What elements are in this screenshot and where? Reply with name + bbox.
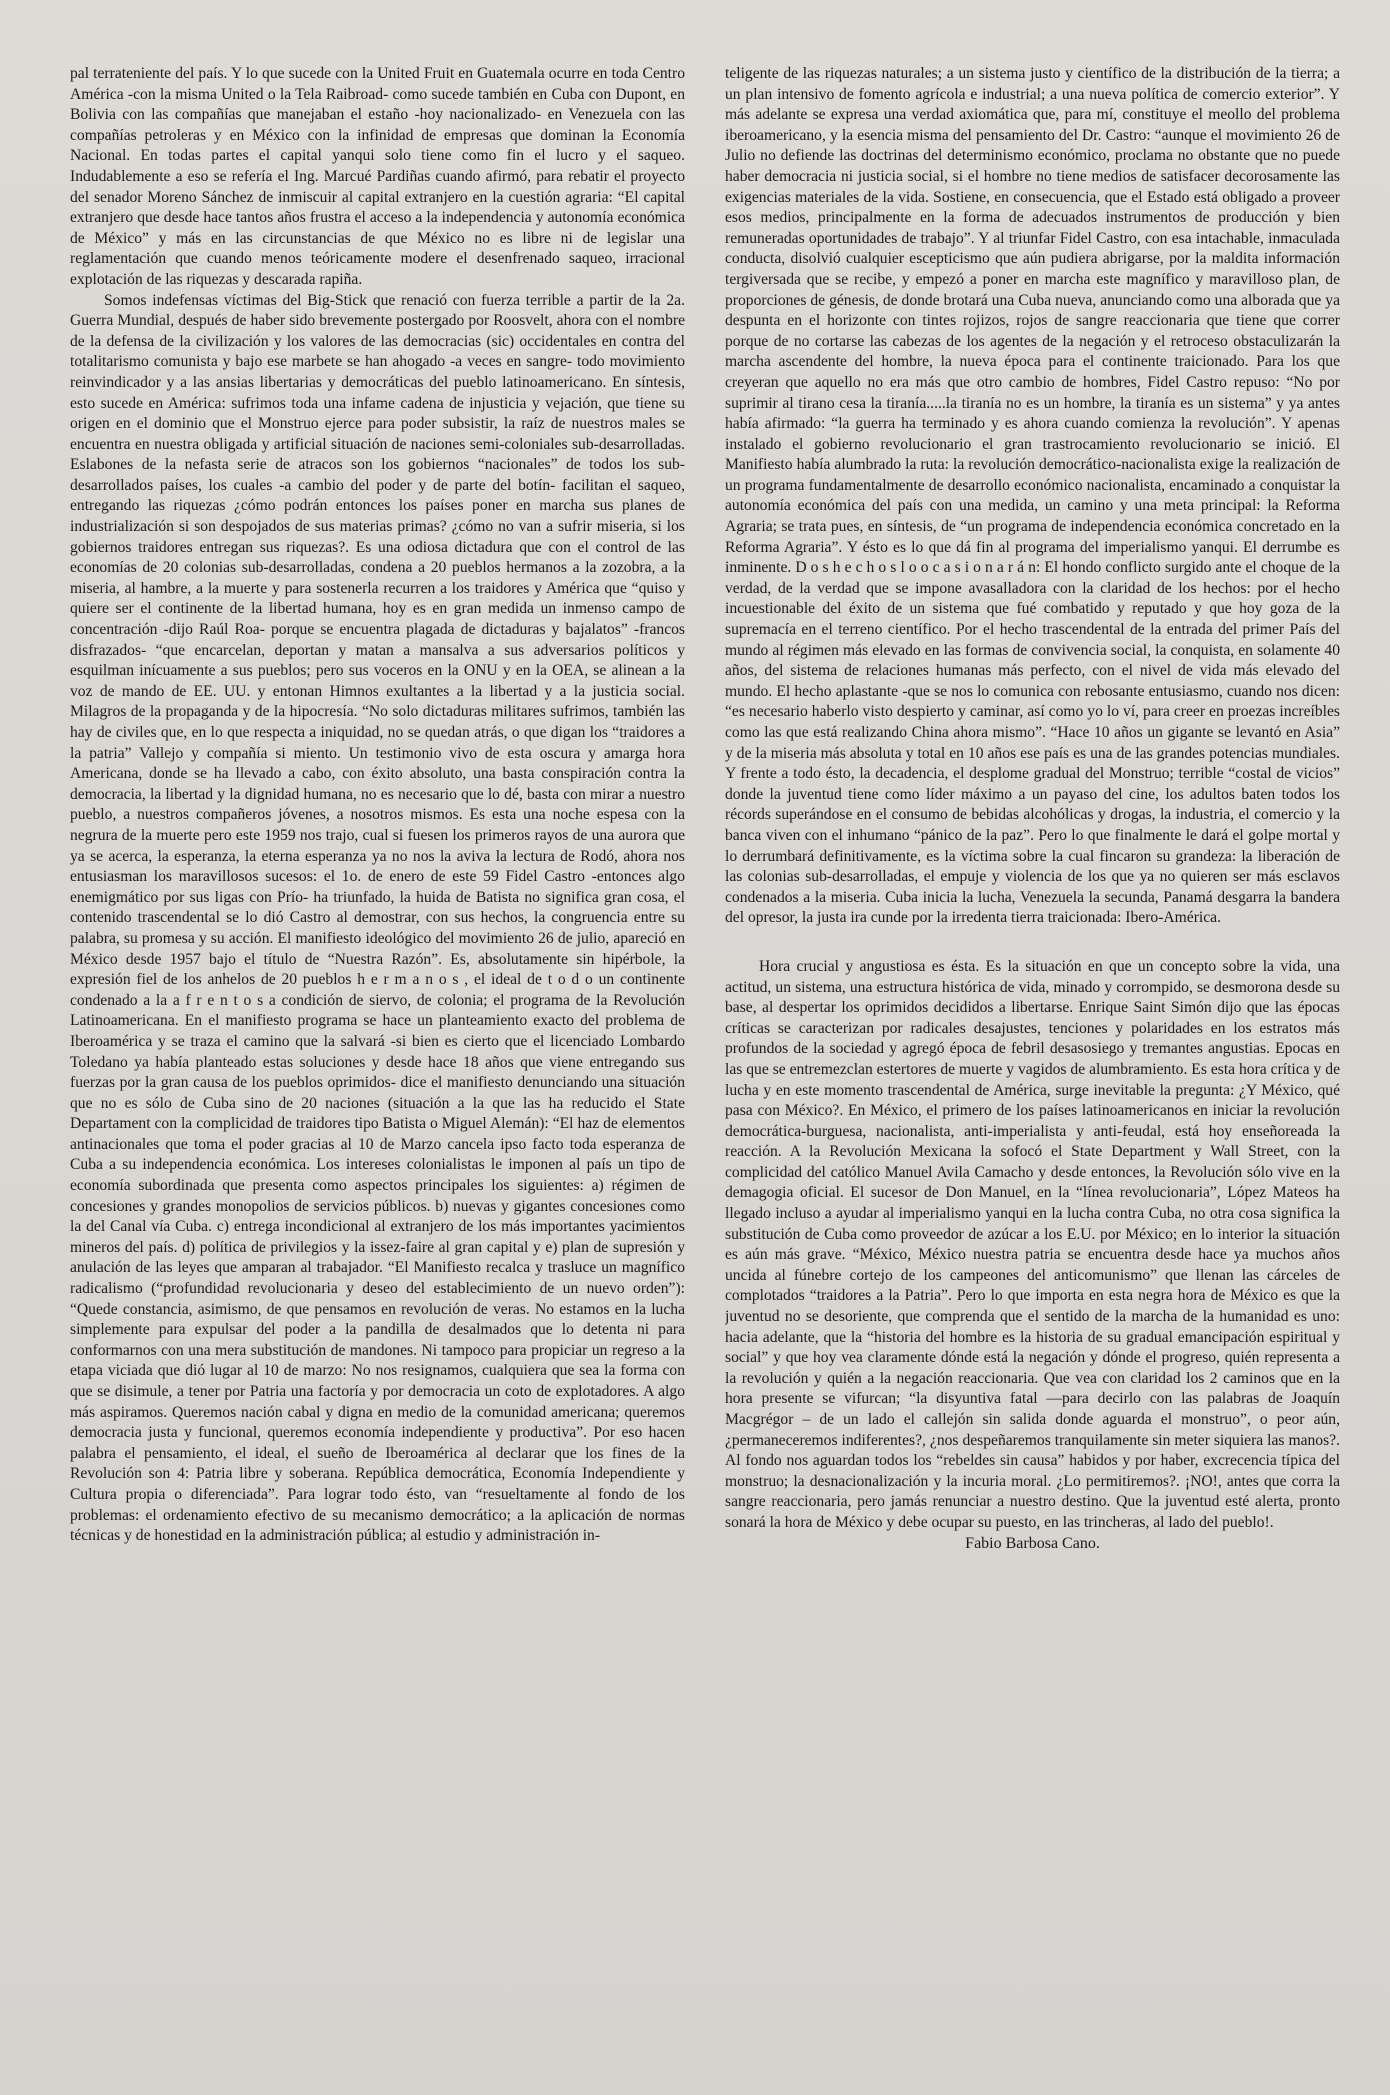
text-columns xyxy=(70,64,1340,2014)
paragraph: Somos indefensas víctimas del Big-Stick que renació con fuerza terrible a partir de la 2a. Guerra Mundial, después de haber sido brevemente postergado por Roosvelt, ahora con el nombre de la defensa de la civilización y los valores de las democracias (sic) occidentales en contra del totalitarismo comunista y bajo ese marbete se han ahogado -a veces en sangre- todo movimiento reinvindicador y a las ansias libertarias y democráticas del pueblo latinoamericano. En síntesis, esto sucede en América: sufrimos toda una infame cadena de injusticia y vejación, que tiene su origen en el dominio que el Monstruo ejerce para poder subsistir, la raíz de nuestros males se encuentra en nuestra obligada y artificial situación de naciones semi-coloniales sub-desarrolladas. Eslabones de la nefasta serie de atracos son los gobiernos “nacionales” de todos los sub-desarrollados países, los cuales -a cambio del poder y de parte del botín- facilitan el saqueo, entregando las riquezas ¿cómo podrán entonces los países poner en marcha sus planes de industrialización si son despojados de sus materias primas? ¿cómo no van a sufrir miseria, si los gobiernos traidores entregan sus riquezas?. Es una odiosa dictadura que con el control de las economías de 20 colonias sub-desarrolladas, condena a 20 pueblos hermanos a la zozobra, a la miseria, al hambre, a la muerte y para sostenerla recurren a los traidores y América que “quiso y quiere ser el continente de la libertad humana, hoy es en gran medida un inmenso campo de concentración -dijo Raúl Roa- porque se encuentra plagada de dictaduras y bajalatos” -francos disfrazados- “que encarcelan, deportan y matan a mansalva a sus adversarios políticos y esquilman inícuamente a sus pueblos; pero sus voceros en la ONU y en la OEA, se alinean a la voz de mando de EE. UU. y entonan Himnos exultantes a la libertad y a la justicia social. Milagros de la propaganda y de la hipocresía. “No solo dictaduras militares sufrimos, también las hay de civiles que, en lo que respecta a iniquidad, no se quedan atrás, o que digan los “traidores a la patria” Vallejo y compañía si miento. Un testimonio vivo de esta oscura y amarga hora Americana, donde se ha llevado a cabo, con éxito absoluto, una basta conspiración contra la democracia, la libertad y la dignidad humana, no es necesario que lo dé, basta con mirar a nuestro pueblo, a nuestros compañeros jóvenes, a nosotros mismos. Es esta una noche espesa con la negrura de la muerte pero este 1959 nos trajo, cual si fuesen los primeros rayos de una aurora que ya se acerca, la esperanza, la eterna esperanza ya no nos la aviva la lectura de Rodó, ahora nos entusiasman los maravillosos sucesos: el 1o. de enero de este 59 Fidel Castro -entonces algo enemigmático por sus ligas con Prío- ha triunfado, la huida de Batista no significa gran cosa, el contenido trascendental se lo dió Castro al demostrar, con sus hechos, la congruencia entre su palabra, su promesa y su acción. El manifiesto ideológico del movimiento 26 de julio, apareció en México desde 1957 bajo el título de “Nuestra Razón”. Es, absolutamente sin hipérbole, la expresión fiel de los anhelos de 20 pueblos h e r m a n o s , el ideal de t o d o un continente condenado a la a f r e n t o s a condición de siervo, de colonia; el programa de la Revolución Latinoamericana. En el manifiesto programa se hace un planteamiento exacto del problema de Iberoamérica y se traza el camino que la salvará -si bien es cierto que el licenciado Lombardo Toledano ya había planteado estas soluciones y desde hace 18 años que viene entregando sus fuerzas por la gran causa de los pueblos oprimidos- dice el manifiesto denunciando una situación que no es sólo de Cuba sino de 20 naciones (situación a la que las ha reducido el State Departament con la complicidad de traidores tipo Batista o Miguel Alemán): “El haz de elementos antinacionales que toma el poder gracias al 10 de Marzo cancela ipso facto toda esperanza de Cuba a su independencia económica. Los intereses colonialistas le imponen al país un tipo de economía subordinada que presenta como aspectos principales los siguientes: a) régimen de concesiones y grandes monopolios de servicios públicos. b) nuevas y gigantes concesiones como la del Canal vía Cuba. c) entrega incondicional al extranjero de los más importantes yacimientos mineros del país. d) política de privilegios y la issez-faire al gran capital y e) plan de supresión y anulación de las leyes que amparan al trabajador. “El Manifiesto recalca y trasluce un magnífico radicalismo (“profundidad revolucionaria y deseo del establecimiento de un nuevo orden”): “Quede constancia, asimismo, de que pensamos en revolución de veras. No estamos en la lucha simplemente para expulsar del poder a la pandilla de desalmados que lo detenta ni para conformarnos con una mera substitución de mandones. Ni tampoco para propiciar un regreso a la etapa viciada que dió lugar al 10 de marzo: No nos resignamos, cualquiera que sea la forma con que se disimule, a tener por Patria una factoría y por democracia un coto de explotadores. A algo más aspiramos. Queremos nación cabal y digna en medio de la comunidad americana; queremos democracia justa y funcional, queremos economía independiente y productiva”. Por eso hacen palabra el pensamiento, el ideal, el sueño de Iberoamérica al declarar que los fines de la Revolución son 4: Patria libre y soberana. República democrática, Economía Independiente y Cultura propia o diferenciada”. Para lograr todo ésto, van “resueltamente al fondo de los problemas: el ordenamiento efectivo de su mecanismo democrático; a la aplicación de normas técnicas y de honestidad en la administración pública; al estudio y administración in- xyxy=(70,291,685,1545)
paragraph: pal terrateniente del país. Y lo que sucede con la United Fruit en Guatemala ocurre en toda Centro América -con la misma United o la Tela Raibroad- como sucede también en Cuba con Dupont, en Bolivia con las compañías que manejaban el estaño -hoy nacionalizado- en Venezuela con las compañías petroleras y en México con la infinidad de empresas que dominan la Economía Nacional. En todas partes el capital yanqui solo tiene como fin el lucro y el saqueo. Indudablemente a eso se refería el Ing. Marcué Pardiñas cuando afirmó, para rebatir el proyecto del senador Moreno Sánchez de inmiscuir al capital extranjero en la cuestión agraria: “El capital extranjero que desde hace tantos años frustra el acceso a la independencia y autonomía económica de México” y más en las circunstancias de que México no es libre ni de legislar una reglamentación que cuando menos teóricamente modere el desenfrenado saqueo, irracional explotación de las riquezas y descarada rapiña. xyxy=(70,65,685,288)
right-column xyxy=(725,64,1340,2014)
paragraph: Hora crucial y angustiosa es ésta. Es la situación en que un concepto sobre la vida, una actitud, un sistema, una estructura histórica de vida, minado y corrompido, se desmorona desde su base, al despertar los oprimidos decididos a libertarse. Enrique Saint Simón dijo que las épocas críticas se caracterizan por radicales desajustes, tenciones y polaridades en los estratos más profundos de la sociedad y agregó época de febril desasosiego y tremantes angustias. Epocas en las que se entremezclan estertores de muerte y vagidos de alumbramiento. Es esta hora crítica y de lucha y en este momento trascendental de América, surge inevitable la pregunta: ¿Y México, qué pasa con México?. En México, el primero de los países latinoamericanos en iniciar la revolución democrática-burguesa, nacionalista, anti-imperialista y anti-feudal, está hoy enseñoreada la reacción. A la Revolución Mexicana la sofocó el State Department y Wall Street, con la complicidad del católico Manuel Avila Camacho y desde entonces, la Revolución sólo vive en la demagogia oficial. El sucesor de Don Manuel, en la “línea revolucionaria”, López Mateos ha llegado incluso a ayudar al imperialismo yanqui en la lucha contra Cuba, no otra cosa significa la substitución de Cuba como proveedor de azúcar a los E.U. por México; en lo interior la situación es aún más grave. “México, México nuestra patria se encuentra desde hace ya muchos años uncida al fúnebre cortejo de los campeones del anticomunismo” que llenan las cárceles de complotados “traidores a la Patria”. Pero lo que importa en esta negra hora de México es que la juventud no se desoriente, que comprenda que el sentido de la marcha de la humanidad es uno: hacia adelante, que la “historia del hombre es la historia de su gradual emancipación espiritual y social” y que hoy vea claramente dónde está la negación y dónde el progreso, quién representa a la revolución y quién a la negación reaccionaria. Que vea con claridad los 2 caminos que en la hora presente se vifurcan; “la disyuntiva fatal —para decirlo con las palabras de Joaquín Macgrégor – de un lado el callejón sin salida donde aguarda el monstruo”, o peor aún, ¿permaneceremos indiferentes?, ¿nos despeñaremos tranquilamente sin meter siquiera las manos?. Al fondo nos aguardan todos los “rebeldes sin causa” habidos y por haber, excrecencia típica del monstruo; la desnacionalización y la incuria moral. ¿Lo permitiremos?. ¡NO!, antes que corra la sangre reaccionaria, pero jamás renunciar a nuestro destino. Que la juventud esté alerta, pronto sonará la hora de México y debe ocupar su puesto, en las trincheras, al lado del pueblo!. xyxy=(725,957,1340,1531)
author-signature: Fabio Barbosa Cano. xyxy=(965,1534,1100,1552)
paragraph: teligente de las riquezas naturales; a un sistema justo y científico de la distribución de la tierra; a un plan intensivo de fomento agrícola e industrial; a una nueva política de comercio exterior”. Y más adelante se expresa una verdad axiomática que, para mí, constituye el meollo del problema iberoamericano, y la esencia misma del pensamiento del Dr. Castro: “aunque el movimiento 26 de Julio no defiende las doctrinas del determinismo económico, proclama no obstante que no puede haber democracia ni justicia social, si el hombre no tiene medios de satisfacer decorosamente las exigencias materiales de la vida. Sostiene, en consecuencia, que el Estado está obligado a proveer esos medios, principalmente en la forma de adecuados instrumentos de producción y bien remuneradas oportunidades de trabajo”. Y al triunfar Fidel Castro, con esa intachable, inmaculada conducta, disolvió cualquier escepticismo que aún pudiera abrigarse, por la maldita información tergiversada que se recibe, y empezó a poner en marcha este magnífico y maravilloso plan, de proporciones de génesis, de donde brotará una Cuba nueva, anunciando como una alborada que ya despunta en el horizonte con tintes rojizos, rojos de sangre reaccionaria que tiene que correr porque de no cortarse las cabezas de los agentes de la negación y el retroceso obstaculizarán la marcha ascendente del hombre, la nueva época para el continente traicionado. Para los que creyeran que aquello no era más que otro cambio de hombres, Fidel Castro repuso: “No por suprimir al tirano cesa la tiranía.....la tiranía no es un hombre, la tiranía es un sistema” y ya antes había afirmado: “la guerra ha terminado y es ahora cuando comienza la revolución”. Y apenas instalado el gobierno revolucionario el gran trastrocamiento revolucionario se inició. El Manifiesto había alumbrado la ruta: la revolución democrático-nacionalista exige la realización de un programa fundamentalmente de desarrollo económico nacionalista, encaminado a conquistar la autonomía económica del país con una medida, un camino y una meta principal: la Reforma Agraria; se trata pues, en síntesis, de “un programa de independencia económica concretado en la Reforma Agraria”. Y ésto es lo que dá fin al programa del imperialismo yanqui. El derrumbe es inminente. D o s h e c h o s l o o c a s i o n a r á n: El hondo conflicto surgido ante el choque de la verdad, de la verdad que se impone avasalladora con la claridad de los hechos: por el hecho incuestionable del éxito de un sistema que fué combatido y reputado y que hoy goza de la supremacía en el terreno científico. Por el hecho trascendental de la entrada del primer País del mundo al régimen más elevado en las formas de convivencia social, la conquista, en solamente 40 años, del sistema de relaciones humanas más perfecto, con el nivel de vida más elevado del mundo. El hecho aplastante -que se nos lo comunica con rebosante entusiasmo, cuando nos dicen: “es necesario haberlo visto despierto y caminar, así como yo lo ví, para creer en proezas increíbles como las que está realizando China ahora mismo”. “Hace 10 años un gigante se levantó en Asia” y de la miseria más absoluta y total en 10 años ese país es una de las grandes potencias mundiales. Y frente a todo ésto, la decadencia, el desplome gradual del Monstruo; terrible “costal de vicios” donde la juventud tiene como líder máximo a un payaso del cine, los adultos baten todos los récords superándose en el consumo de bebidas alcohólicas y drogas, la industria, el comercio y la banca viven con el inhumano “pánico de la paz”. Pero lo que finalmente le dará el golpe mortal y lo derrumbará definitivamente, es la víctima sobre la cual fincaron su grandeza: la liberación de las colonias sub-desarrolladas, el empuje y violencia de los que ya no quieren ser más esclavos condenados a la miseria. Cuba inicia la lucha, Venezuela la secunda, Panamá desgarra la bandera del opresor, la justa ira cunde por la irredenta tierra traicionada: Ibero-América. xyxy=(725,65,1340,927)
left-column xyxy=(70,64,685,2014)
